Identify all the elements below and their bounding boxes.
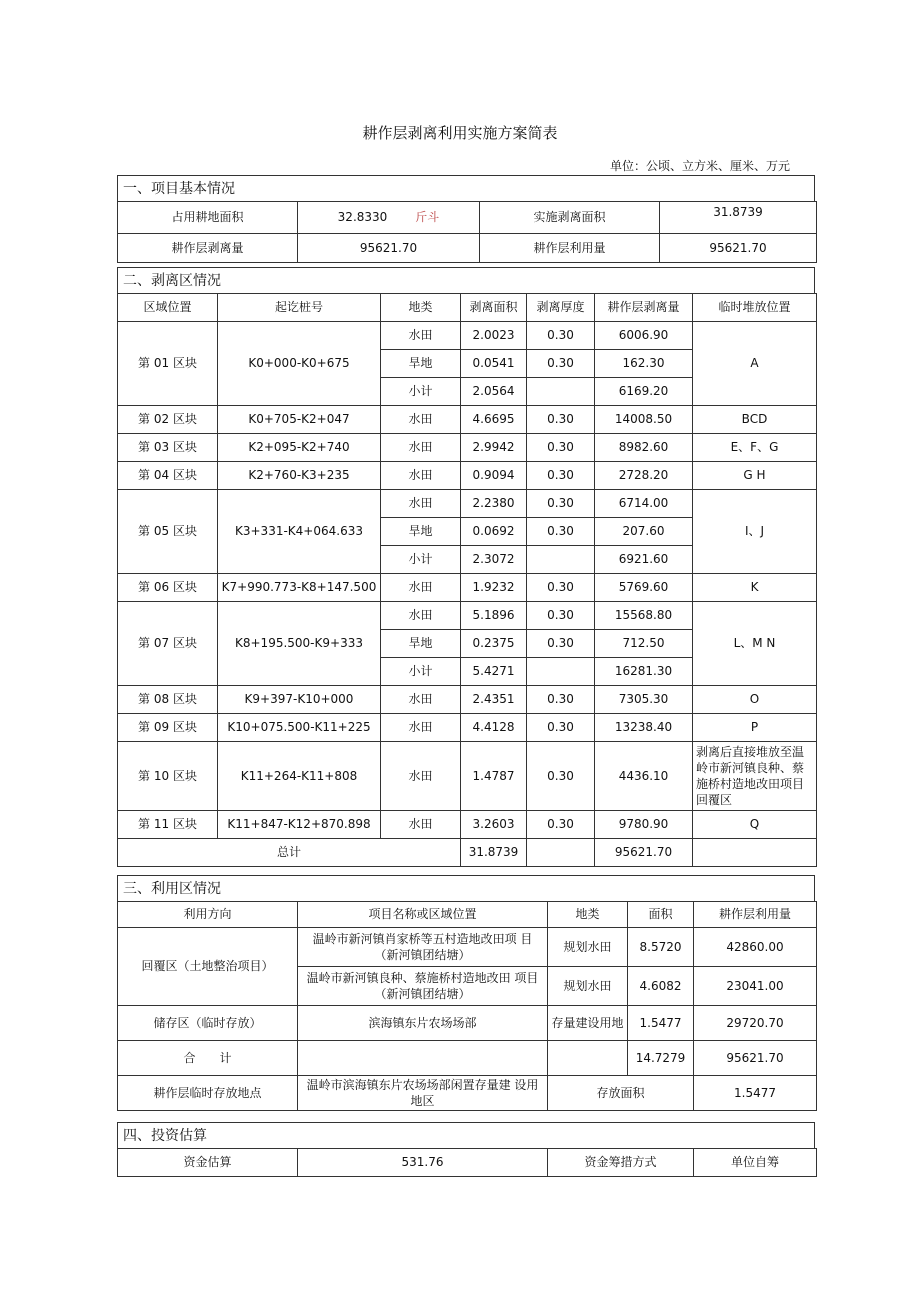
- land-type: 小计: [381, 658, 461, 686]
- block-name: 第 02 区块: [118, 406, 218, 434]
- strip-depth: 0.30: [527, 518, 595, 546]
- block-stake: K0+705-K2+047: [218, 406, 381, 434]
- table-row: [118, 928, 817, 967]
- storage-volume: 29720.70: [694, 1006, 817, 1041]
- fund-value: 531.76: [298, 1149, 548, 1177]
- strip-depth: [527, 378, 595, 406]
- col-header: 临时堆放位置: [693, 294, 817, 322]
- strip-area: 2.4351: [461, 686, 527, 714]
- investment-table: [117, 1148, 817, 1177]
- storage-location: 剥离后直接堆放至温岭市新河镇良种、蔡施桥村造地改田项目回覆区: [693, 742, 817, 811]
- col-header: 起讫桩号: [218, 294, 381, 322]
- implemented-value: 31.8739: [660, 202, 817, 234]
- empty-cell: [548, 1041, 628, 1076]
- storage-location: P: [693, 714, 817, 742]
- storage-location: E、F、G: [693, 434, 817, 462]
- storage-location: G H: [693, 462, 817, 490]
- table-row: [118, 686, 817, 714]
- source-label: 资金筹措方式: [548, 1149, 694, 1177]
- block-name: 第 04 区块: [118, 462, 218, 490]
- strip-volume: 712.50: [595, 630, 693, 658]
- strip-volume: 6169.20: [595, 378, 693, 406]
- strip-depth: 0.30: [527, 350, 595, 378]
- strip-volume: 7305.30: [595, 686, 693, 714]
- strip-area: 0.9094: [461, 462, 527, 490]
- land-type: 水田: [381, 686, 461, 714]
- block-name: 第 03 区块: [118, 434, 218, 462]
- block-stake: K8+195.500-K9+333: [218, 602, 381, 686]
- block-name: 第 08 区块: [118, 686, 218, 714]
- sum-label: 合 计: [118, 1041, 298, 1076]
- strip-depth: [527, 658, 595, 686]
- storage-location: K: [693, 574, 817, 602]
- table-row: [118, 1041, 817, 1076]
- utilized-label: 耕作层利用量: [480, 234, 660, 263]
- block-name: 第 05 区块: [118, 490, 218, 574]
- strip-depth: 0.30: [527, 742, 595, 811]
- temp-area: 1.5477: [694, 1076, 817, 1111]
- strip-depth: 0.30: [527, 602, 595, 630]
- stripping-table: [117, 293, 817, 867]
- storage-location: Q: [693, 811, 817, 839]
- land-type: 水田: [381, 322, 461, 350]
- land-type: 水田: [381, 742, 461, 811]
- block-stake: K2+760-K3+235: [218, 462, 381, 490]
- land-type: 水田: [381, 462, 461, 490]
- empty-cell: [693, 839, 817, 867]
- table-row: [118, 1006, 817, 1041]
- col-header: 项目名称或区域位置: [298, 902, 548, 928]
- table-row: [118, 434, 817, 462]
- project-2-type: 规划水田: [548, 967, 628, 1006]
- table-header-row: [118, 902, 817, 928]
- block-stake: K11+847-K12+870.898: [218, 811, 381, 839]
- project-2-volume: 23041.00: [694, 967, 817, 1006]
- table-header-row: [118, 294, 817, 322]
- source-value: 单位自筹: [694, 1149, 817, 1177]
- unit-note: 单位：公顷、立方米、厘米、万元: [609, 159, 790, 173]
- strip-volume: 162.30: [595, 350, 693, 378]
- land-type: 水田: [381, 406, 461, 434]
- land-type: 旱地: [381, 518, 461, 546]
- land-type: 水田: [381, 490, 461, 518]
- col-header: 剥离面积: [461, 294, 527, 322]
- strip-area: 5.4271: [461, 658, 527, 686]
- backfill-label: 回覆区（土地整治项目）: [118, 928, 298, 1006]
- section-header-stripping: 二、剥离区情况: [117, 267, 815, 293]
- utilized-value: 95621.70: [660, 234, 817, 263]
- block-stake: K7+990.773-K8+147.500: [218, 574, 381, 602]
- basic-info-table: [117, 201, 817, 263]
- block-name: 第 11 区块: [118, 811, 218, 839]
- project-1-type: 规划水田: [548, 928, 628, 967]
- block-stake: K3+331-K4+064.633: [218, 490, 381, 574]
- table-row: [118, 1149, 817, 1177]
- strip-volume: 2728.20: [595, 462, 693, 490]
- empty-cell: [298, 1041, 548, 1076]
- land-type: 小计: [381, 378, 461, 406]
- strip-depth: 0.30: [527, 490, 595, 518]
- strip-area: 4.4128: [461, 714, 527, 742]
- land-type: 旱地: [381, 350, 461, 378]
- strip-area: 2.9942: [461, 434, 527, 462]
- strip-depth: 0.30: [527, 811, 595, 839]
- section-header-utilization: 三、利用区情况: [117, 875, 815, 901]
- land-type: 旱地: [381, 630, 461, 658]
- project-1-area: 8.5720: [628, 928, 694, 967]
- block-stake: K11+264-K11+808: [218, 742, 381, 811]
- strip-depth: 0.30: [527, 714, 595, 742]
- strip-volume: 13238.40: [595, 714, 693, 742]
- strip-depth: 0.30: [527, 406, 595, 434]
- strip-area: 2.2380: [461, 490, 527, 518]
- temp-label: 耕作层临时存放地点: [118, 1076, 298, 1111]
- land-type: 水田: [381, 434, 461, 462]
- sum-area: 14.7279: [628, 1041, 694, 1076]
- land-type: 小计: [381, 546, 461, 574]
- stripped-value: 95621.70: [298, 234, 480, 263]
- strip-area: 1.9232: [461, 574, 527, 602]
- land-type: 水田: [381, 714, 461, 742]
- table-row: [118, 406, 817, 434]
- table-row: [118, 462, 817, 490]
- project-1-name: 温岭市新河镇肖家桥等五村造地改田项 目（新河镇团结塘）: [298, 928, 548, 967]
- strip-volume: 9780.90: [595, 811, 693, 839]
- occupied-label: 占用耕地面积: [118, 202, 298, 234]
- project-1-volume: 42860.00: [694, 928, 817, 967]
- storage-location: L、M N: [693, 602, 817, 686]
- strip-area: 0.2375: [461, 630, 527, 658]
- section-header-basic: 一、项目基本情况: [117, 175, 815, 201]
- stripped-label: 耕作层剥离量: [118, 234, 298, 263]
- land-type: 水田: [381, 574, 461, 602]
- storage-name: 滨海镇东片农场场部: [298, 1006, 548, 1041]
- strip-volume: 5769.60: [595, 574, 693, 602]
- sum-volume: 95621.70: [694, 1041, 817, 1076]
- col-header: 剥离厚度: [527, 294, 595, 322]
- strip-area: 3.2603: [461, 811, 527, 839]
- table-row: [118, 574, 817, 602]
- table-row: [118, 490, 817, 518]
- block-name: 第 07 区块: [118, 602, 218, 686]
- handwritten-note: 斤斗: [415, 210, 440, 224]
- strip-area: 1.4787: [461, 742, 527, 811]
- storage-label: 储存区（临时存放）: [118, 1006, 298, 1041]
- strip-depth: 0.30: [527, 462, 595, 490]
- utilization-table: [117, 901, 817, 1111]
- block-name: 第 01 区块: [118, 322, 218, 406]
- strip-depth: 0.30: [527, 574, 595, 602]
- land-type: 水田: [381, 602, 461, 630]
- col-header: 地类: [381, 294, 461, 322]
- strip-volume: 6006.90: [595, 322, 693, 350]
- occupied-cell: [298, 202, 480, 234]
- block-stake: K9+397-K10+000: [218, 686, 381, 714]
- project-2-area: 4.6082: [628, 967, 694, 1006]
- fund-label: 资金估算: [118, 1149, 298, 1177]
- block-stake: K0+000-K0+675: [218, 322, 381, 406]
- page-title: 耕作层剥离利用实施方案简表: [362, 124, 558, 142]
- strip-area: 0.0541: [461, 350, 527, 378]
- strip-volume: 4436.10: [595, 742, 693, 811]
- table-row: [118, 811, 817, 839]
- col-header: 地类: [548, 902, 628, 928]
- strip-area: 2.0023: [461, 322, 527, 350]
- strip-area: 2.0564: [461, 378, 527, 406]
- strip-area: 5.1896: [461, 602, 527, 630]
- strip-area: 4.6695: [461, 406, 527, 434]
- strip-depth: 0.30: [527, 322, 595, 350]
- strip-volume: 16281.30: [595, 658, 693, 686]
- block-stake: K2+095-K2+740: [218, 434, 381, 462]
- table-row: [118, 742, 817, 811]
- storage-location: BCD: [693, 406, 817, 434]
- block-stake: K10+075.500-K11+225: [218, 714, 381, 742]
- strip-volume: 15568.80: [595, 602, 693, 630]
- total-volume: 95621.70: [595, 839, 693, 867]
- total-label: 总计: [118, 839, 461, 867]
- empty-cell: [527, 839, 595, 867]
- col-header: 面积: [628, 902, 694, 928]
- block-name: 第 10 区块: [118, 742, 218, 811]
- strip-volume: 6714.00: [595, 490, 693, 518]
- occupied-value: 32.8330: [337, 210, 388, 224]
- total-row: [118, 839, 817, 867]
- table-row: [118, 714, 817, 742]
- col-header: 耕作层利用量: [694, 902, 817, 928]
- project-2-name: 温岭市新河镇良种、蔡施桥村造地改田 项目（新河镇团结塘）: [298, 967, 548, 1006]
- strip-depth: 0.30: [527, 434, 595, 462]
- strip-depth: 0.30: [527, 630, 595, 658]
- strip-area: 0.0692: [461, 518, 527, 546]
- temp-name: 温岭市滨海镇东片农场场部闲置存量建 设用地区: [298, 1076, 548, 1111]
- table-row: [118, 234, 817, 263]
- strip-volume: 207.60: [595, 518, 693, 546]
- storage-type: 存量建设用地: [548, 1006, 628, 1041]
- strip-depth: 0.30: [527, 686, 595, 714]
- strip-depth: [527, 546, 595, 574]
- strip-area: 2.3072: [461, 546, 527, 574]
- block-name: 第 09 区块: [118, 714, 218, 742]
- table-row: [118, 1076, 817, 1111]
- table-row: [118, 322, 817, 350]
- table-row: [118, 202, 817, 234]
- strip-volume: 6921.60: [595, 546, 693, 574]
- storage-location: O: [693, 686, 817, 714]
- strip-volume: 8982.60: [595, 434, 693, 462]
- storage-location: A: [693, 322, 817, 406]
- strip-volume: 14008.50: [595, 406, 693, 434]
- col-header: 耕作层剥离量: [595, 294, 693, 322]
- storage-area: 1.5477: [628, 1006, 694, 1041]
- total-area: 31.8739: [461, 839, 527, 867]
- implemented-label: 实施剥离面积: [480, 202, 660, 234]
- land-type: 水田: [381, 811, 461, 839]
- section-header-investment: 四、投资估算: [117, 1122, 815, 1148]
- col-header: 区域位置: [118, 294, 218, 322]
- block-name: 第 06 区块: [118, 574, 218, 602]
- temp-area-label: 存放面积: [548, 1076, 694, 1111]
- storage-location: I、J: [693, 490, 817, 574]
- col-header: 利用方向: [118, 902, 298, 928]
- table-row: [118, 602, 817, 630]
